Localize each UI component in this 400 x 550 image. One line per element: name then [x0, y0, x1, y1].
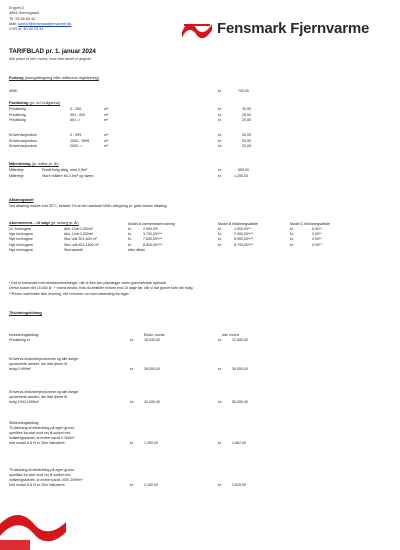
section-note: (pr. måler pr. år): [31, 162, 59, 166]
currency-label: kr.: [218, 483, 222, 487]
row-desc: Stornøranlb: [64, 247, 83, 252]
currency-label: kr.: [218, 338, 222, 342]
row-label: Erhvervsejendom: [9, 144, 37, 149]
currency-label: kr.: [218, 174, 222, 178]
currency-label: kr.: [218, 138, 222, 143]
currency-label: kr.: [218, 227, 222, 231]
price-model-a: 2.900,00*: [143, 227, 159, 231]
company-logo: [180, 18, 390, 42]
row-label: Privatbolig: [9, 107, 26, 111]
document-subtitle: Alle priser er inkl. moms, hvor intet andet er angivet: [9, 57, 91, 61]
column-header: Model C tilslutningsaftale: [290, 222, 330, 226]
row-label: Nye forbrugere: [9, 242, 33, 247]
corner-wave-icon: [0, 510, 70, 550]
currency-label: kr.: [130, 441, 134, 445]
price-value: 700,00: [238, 89, 249, 93]
price-excl: 1.250,00: [144, 441, 158, 445]
row-label: Nye forbrugere: [9, 247, 33, 252]
price-model-a: 3.700,00*/**: [143, 232, 163, 237]
price-incl: 1.562,50: [232, 441, 246, 445]
footnote: * Det er forbundet med ekstraomkostninger, når vi ikke kan planlægge vores gravearbejde optimalt.: [9, 281, 167, 285]
currency-label: kr.: [290, 237, 294, 242]
price-value: 20,00: [242, 118, 251, 123]
price-model-a: 8.500,00*/**: [143, 242, 163, 247]
row-unit: m²: [104, 118, 109, 123]
mail-link[interactable]: kontor@fensmarkfjernvarme.dk: [18, 21, 72, 26]
mail-label: Mail:: [9, 21, 18, 26]
currency-label: kr.: [218, 89, 222, 93]
row-label: Erhvervsejendom: [9, 133, 37, 137]
currency-label: kr.: [218, 242, 222, 247]
item-text: Til dækning af stikledning på egen grund,: [9, 468, 75, 472]
price-value: 25,00: [242, 112, 251, 117]
currency-label: kr.: [290, 242, 294, 247]
table-row: Målerleje: [9, 174, 24, 178]
column-header: Model B tilslutningsaftale: [218, 222, 258, 226]
row-desc: Privat bolig tilslg. med 2,5m³: [42, 168, 88, 172]
section-heading-afkoling: Afkølingstarif: [9, 198, 34, 202]
afkoling-text: Ved afkøling mindre end 30°C, betales 1% af den samlede MWh-afregning pr. grad mindre afkøling.: [9, 204, 168, 208]
row-label: Privatbolig: [9, 118, 26, 123]
row-desc: Stor unit 601-1600 m²: [64, 242, 99, 247]
row-desc: Stor unit 301-600 m²: [64, 237, 97, 242]
currency-label: kr.: [290, 227, 294, 231]
section-heading-maalerbidrag: Målerbidrag (pr. måler pr. år): [9, 162, 59, 166]
row-label: Nye forbrugere: [9, 237, 33, 242]
currency-label: kr.: [218, 112, 222, 117]
price-model-b: 6.700,00*/**: [234, 242, 254, 247]
price-model-b: 5.900,00*/**: [234, 237, 254, 242]
row-desc: Store målere fra 2,5m³ og større.: [42, 174, 95, 178]
price-model-a: efter aftale: [128, 247, 145, 252]
column-header-incl: inkl. moms: [222, 333, 240, 337]
item-text: Til dækning af stikledning på egen grund,: [9, 426, 75, 430]
item-text: indføringsstedet, kr./meter kanal 1000-1999m²: [9, 478, 83, 482]
currency-label: kr.: [218, 400, 222, 404]
price-model-c: 0,00**: [312, 232, 322, 237]
row-unit: m²: [104, 133, 109, 137]
table-row: Målerleje: [9, 168, 24, 172]
currency-label: kr.: [218, 144, 222, 149]
currency-label: kr.: [130, 400, 134, 404]
price-value: 25,00: [242, 138, 251, 143]
currency-label: kr.: [130, 483, 134, 487]
table-row: MWh: [9, 89, 18, 93]
currency-label: kr.: [130, 338, 134, 342]
price-excl: 2.100,00: [144, 483, 158, 487]
item-text: opvarmede arealer, der ikke tjener til: [9, 395, 68, 399]
item-text: Ved model A & B er 20m inkluderet.: [9, 441, 66, 445]
currency-label: kr.: [218, 107, 222, 111]
logo-mark-icon: [180, 18, 214, 42]
item-text: Erhvervs-/industriejendomme og alle øvrige: [9, 357, 79, 361]
column-header: Model A varmemesterordning: [128, 222, 175, 226]
price-model-b: 2.900,00*/**: [234, 232, 254, 237]
section-note: (pr. anlæg pr. år): [50, 221, 79, 225]
row-range: 301 - 600: [70, 112, 86, 117]
price-model-c: 0,00**: [312, 227, 322, 231]
section-heading-forbrug: Forbrug (energiafregning efter målerens registrering): [9, 76, 99, 80]
price-value: 20,00: [242, 144, 251, 149]
price-excl: 18.000,00: [144, 338, 160, 342]
currency-label: kr.: [218, 168, 222, 172]
row-range: 0 - 300: [70, 107, 82, 111]
price-incl: 50.000,00: [232, 400, 248, 404]
price-value: 1.250,00: [234, 174, 248, 178]
price-excl: 28.000,00: [144, 367, 160, 371]
currency-label: kr.: [218, 441, 222, 445]
footnote: **Prisen indeholder ikke levering, når vi leverer ud mod udveksling fra lager.: [9, 292, 130, 296]
row-desc: Alm. Unit 0-300m²: [64, 232, 93, 237]
row-unit: m²: [104, 138, 109, 143]
price-model-c: 0,00**: [312, 237, 322, 242]
section-heading-abonnement: Abonnement – til valgt (pr. anlæg pr. år): [9, 221, 79, 225]
row-label: Nye forbrugere: [9, 232, 33, 237]
row-range: 1000 - 1999: [70, 138, 90, 143]
price-incl: 35.000,00: [232, 367, 248, 371]
cvr-line: CVR nr. 40 40 23 14: [9, 27, 44, 32]
currency-label: kr.: [218, 118, 222, 123]
currency-label: kr.: [218, 367, 222, 371]
section-note: (energiafregning efter målerens registrering): [24, 76, 99, 80]
row-range: 0 - 999: [70, 133, 82, 137]
row-range: 601 ->: [70, 118, 81, 123]
row-desc: Alm. Unit 0-300m²: [64, 227, 93, 231]
address-line: 4684 Holmegaard: [9, 11, 40, 16]
item-text: indføringsstedet, kr./meter kanal 0-300m²: [9, 436, 75, 440]
item-text: Privatbolig er: [9, 338, 30, 342]
currency-label: kr.: [218, 133, 222, 137]
currency-label: kr.: [128, 237, 132, 242]
price-excl: 40.000,00: [144, 400, 160, 404]
price-value: 30,00: [242, 133, 251, 137]
price-model-b: 1.900,00**: [234, 227, 251, 231]
address-line: Engvej 4: [9, 6, 24, 10]
column-header-excl: Ekskl. moms: [144, 333, 165, 337]
price-model-a: 7.500,00*/**: [143, 237, 163, 242]
footnote: Derfor koster det 15.000 kr. + moms ekstra, hvis du bestiller mindre end 10 dage før, når vi har gravet forbi din bolig.: [9, 286, 194, 290]
item-text: Erhvervs-/industriejendomme og alle øvrige: [9, 390, 79, 394]
row-unit: m²: [104, 107, 109, 111]
item-text: opvarmede arealer, der ikke tjener til: [9, 362, 68, 366]
currency-label: kr.: [130, 367, 134, 371]
row-range: 2000 ->: [70, 144, 83, 149]
currency-label: kr.: [218, 237, 222, 242]
item-text: opmåles fra skel mod vej til sokkel ved: [9, 473, 71, 477]
item-text: Stikledningsbidrag:: [9, 421, 40, 425]
row-unit: m²: [104, 144, 109, 149]
currency-label: kr.: [290, 232, 294, 237]
logo-text: Fensmark Fjernvarme: [217, 20, 370, 37]
row-unit: m²: [104, 112, 109, 117]
row-label: Privatbolig: [9, 112, 26, 117]
price-incl: 2.625,00: [232, 483, 246, 487]
row-label: Gl. forbrugere: [9, 227, 32, 231]
currency-label: kr.: [128, 227, 132, 231]
item-text: Investeringsbidrag:: [9, 333, 40, 337]
document-title: TARIFBLAD pr. 1. januar 2024: [9, 48, 96, 55]
currency-label: kr.: [128, 232, 132, 237]
section-heading-fastbidrag: Fastbidrag (pr. m2 boligareal): [9, 101, 61, 105]
price-model-c: 0,00**: [312, 242, 322, 247]
item-text: opmåles fra skel mod vej til sokkel ved: [9, 431, 71, 435]
price-value: 650,00: [238, 168, 249, 172]
price-value: 30,00: [242, 107, 251, 111]
item-text: bolig 0-999m²: [9, 367, 31, 371]
item-text: bolig 1000-1999m²: [9, 400, 39, 404]
currency-label: kr.: [218, 232, 222, 237]
section-heading-tilslutning: Tilslutningsbidrag: [9, 311, 42, 315]
item-text: Ved model A & B er 20m inkluderet.: [9, 483, 66, 487]
sender-address: [9, 6, 71, 32]
row-label: Erhvervsejendom: [9, 138, 37, 143]
currency-label: kr.: [128, 242, 132, 247]
section-note: (pr. m2 boligareal): [29, 101, 61, 105]
address-line: Tlf. 55 56 66 42: [9, 16, 36, 21]
price-incl: 22.500,00: [232, 338, 248, 342]
